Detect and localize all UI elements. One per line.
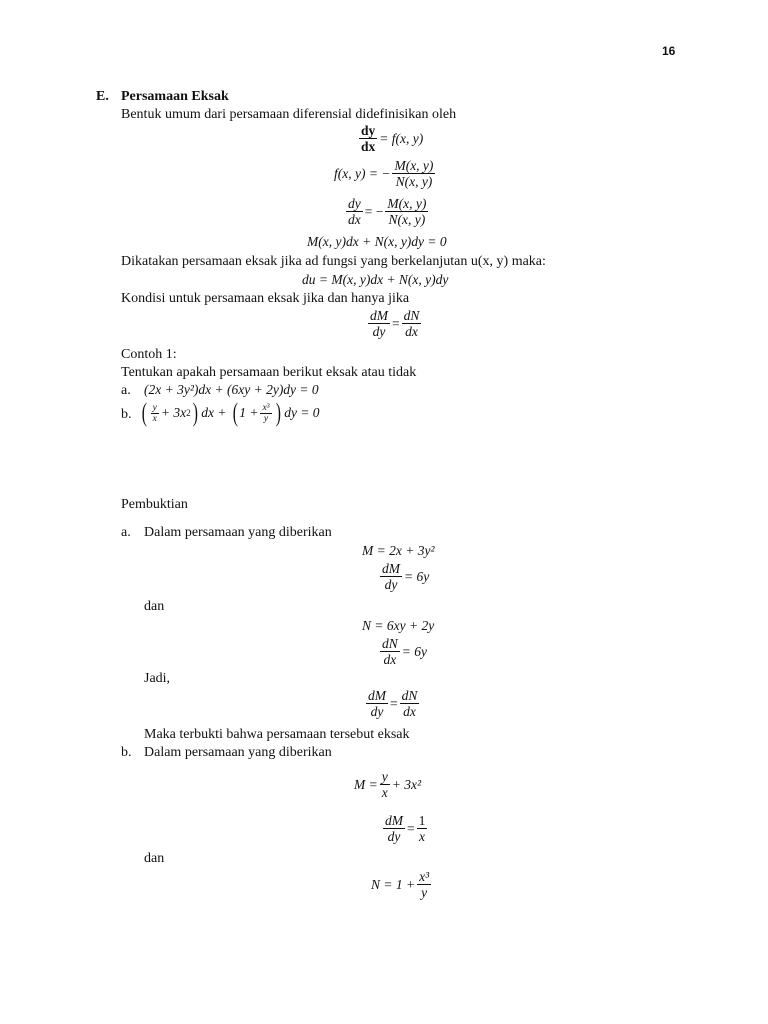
proof-b-n-num: x³ [419,869,430,884]
page-number: 16 [662,44,676,58]
equation-du [302,273,448,287]
proof-title: Pembuktian [121,497,188,512]
left-paren: ( [141,398,147,427]
example-b-part2: dx + [201,405,227,421]
section-label: E. [96,89,109,104]
proof-b-m-lhs: M = [354,776,378,792]
proof-a-cn-num2: dN [401,688,418,703]
proof-b-dm-den2: x [419,829,425,844]
proof-b-m-num: y [381,769,388,784]
left-paren-2: ( [232,398,238,427]
proof-a-cn-num: dM [368,688,386,703]
proof-b-label: b. [121,745,132,760]
proof-a-cn-den: dy [370,704,384,719]
proof-a-n-equation [362,619,434,633]
equation-total-differential [307,235,447,249]
example-b-part3: 1 + [239,405,259,421]
proof-b-intro: Dalam persamaan yang diberikan [144,745,332,760]
example-b-part4: dy = 0 [284,405,320,421]
eq2-num: M(x, y) [394,158,434,173]
proof-a-conclusion-equation [364,688,421,719]
proof-b-and: dan [144,851,165,866]
proof-a-so: Jadi, [144,671,171,686]
proof-a-dn-den: dx [383,652,397,667]
eq6-mid: = [392,315,400,331]
right-paren: ) [192,398,198,427]
example-a-equation [144,383,319,397]
example-title: Contoh 1: [121,347,177,362]
example-b-frac2-num: x³ [262,402,270,413]
eq6-den2: dx [405,324,418,339]
example-b-frac1-den: x [152,413,157,424]
proof-a-dn-num: dN [382,636,398,651]
eq3-den: dx [348,212,361,227]
eq2-den: N(x, y) [395,174,433,189]
proof-a-dm-den: dy [384,577,398,592]
eq3-den2: N(x, y) [388,212,426,227]
exact-definition: Dikatakan persamaan eksak jika ad fungsi yang berkelanjutan u(x, y) maka: [121,254,546,269]
proof-a-intro: Dalam persamaan yang diberikan [144,525,332,540]
proof-a-dm-rhs: = 6y [404,568,430,584]
proof-b-dm-num: dM [385,813,403,828]
proof-a-conclusion: Maka terbukti bahwa persamaan tersebut eksak [144,727,410,742]
proof-a-label: a. [121,525,131,540]
exact-condition: Kondisi untuk persamaan eksak jika dan hanya jika [121,291,410,306]
eq1-den: dx [361,139,376,154]
example-task: Tentukan apakah persamaan berikut eksak atau tidak [121,365,417,380]
proof-b-m-den: x [381,785,388,800]
eq3-num: dy [348,196,361,211]
example-b-label: b. [121,407,132,422]
proof-b-m-rhs: + 3x² [391,776,422,792]
eq1-num: dy [361,123,376,138]
equation-exact-condition [366,308,423,339]
example-a-label: a. [121,383,131,398]
eq1-rhs: = f(x, y) [379,130,424,146]
eq2-lhs: f(x, y) = − [334,165,391,181]
equation-dy-dx-ratio [344,196,430,227]
section-intro: Bentuk umum dari persamaan diferensial didefinisikan oleh [121,107,457,122]
example-b-exp1: 2 [186,407,191,418]
right-paren-2: ) [275,398,281,427]
proof-a-cn-mid: = [390,695,398,711]
proof-b-dm-den: dy [387,829,401,844]
eq3-mid: = − [364,203,384,219]
eq4-text: M(x, y)dx + N(x, y)dy = 0 [307,234,447,249]
proof-a-cn-den2: dx [403,704,416,719]
proof-b-n-den: y [421,885,428,900]
example-a-expr: (2x + 3y²)dx + (6xy + 2y)dy = 0 [144,382,319,397]
section-title: Persamaan Eksak [121,89,229,104]
eq6-num: dM [370,308,388,323]
proof-a-n-text: N = 6xy + 2y [362,618,435,633]
example-b-part1: + 3x [160,405,187,421]
proof-a-dm-equation [378,561,429,592]
proof-b-dm-num2: 1 [418,813,426,828]
proof-a-dn-equation [378,636,427,667]
proof-a-m-equation [362,544,435,558]
equation-f-ratio [334,158,437,189]
eq3-num2: M(x, y) [387,196,427,211]
eq6-den: dy [372,324,386,339]
proof-a-m-text: M = 2x + 3y² [362,543,435,558]
proof-a-dm-num: dM [382,561,400,576]
proof-a-dn-rhs: = 6y [401,643,427,659]
example-b-frac2-den: y [263,413,269,424]
example-b-frac1-num: y [152,402,157,413]
proof-b-n-lhs: N = 1 + [371,876,416,892]
equation-dy-dx-f [357,123,423,154]
proof-a-and: dan [144,599,165,614]
proof-b-dm-mid: = [407,820,415,836]
example-b-equation [140,400,320,426]
proof-b-m-equation [354,769,421,800]
eq5-text: du = M(x, y)dx + N(x, y)dy [302,272,449,287]
proof-b-dm-equation [381,813,429,844]
eq6-num2: dN [403,308,420,323]
proof-b-n-equation [371,869,433,900]
